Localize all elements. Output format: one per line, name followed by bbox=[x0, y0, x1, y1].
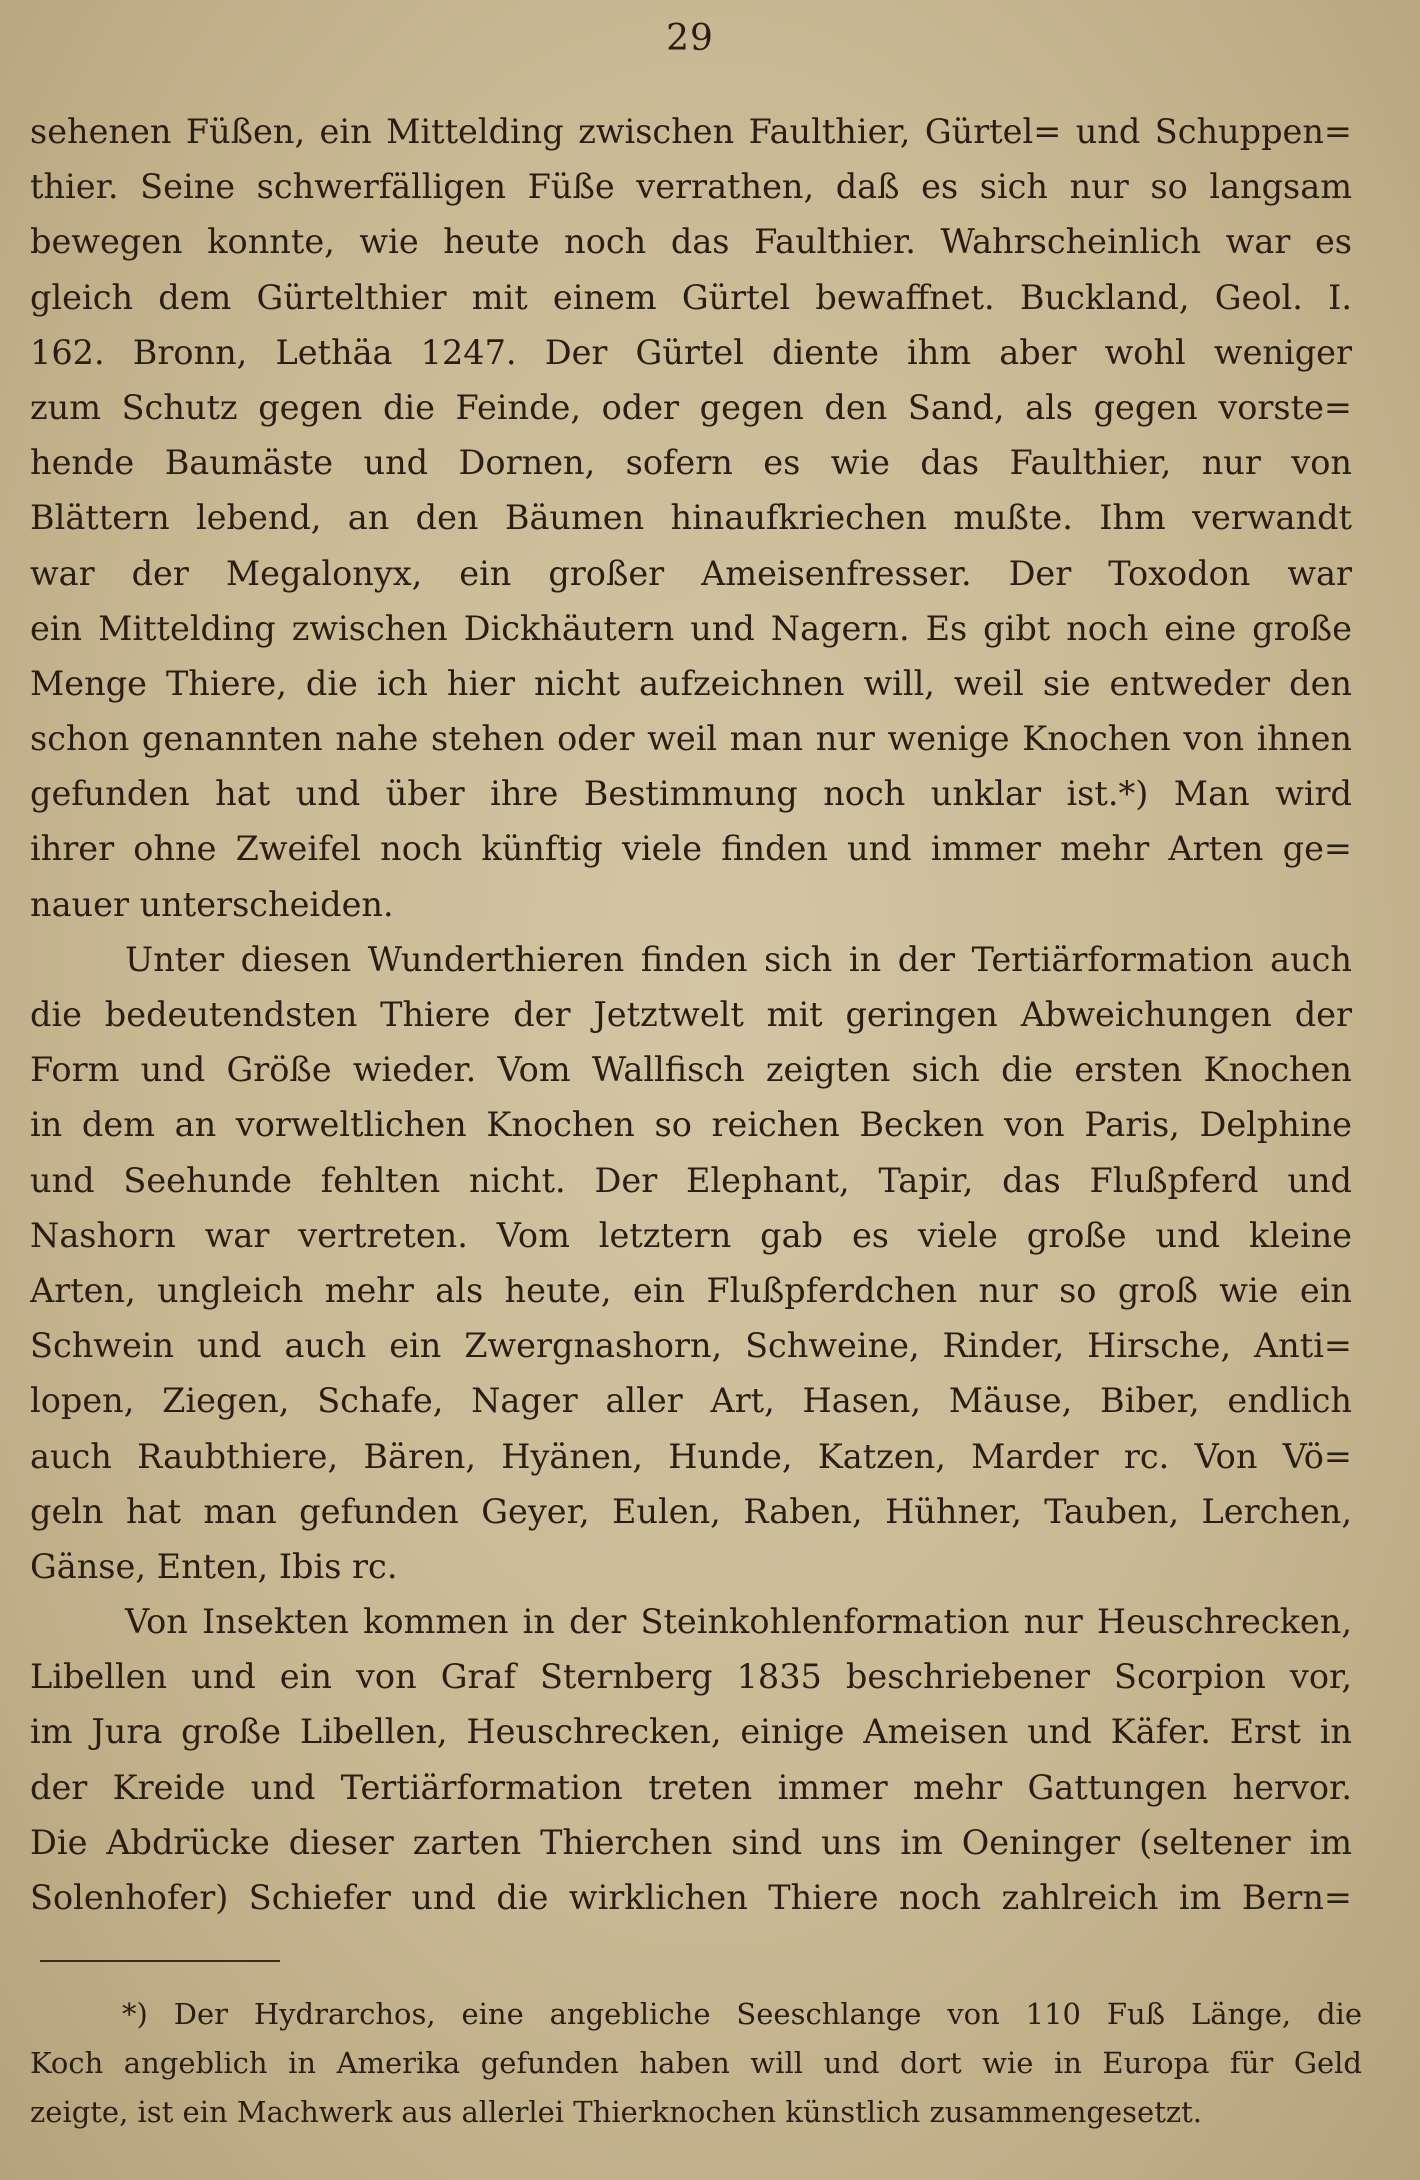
footnote bbox=[30, 1990, 1362, 2137]
text-line: lopen, Ziegen, Schafe, Nager aller Art, Hasen, Mäuse, Biber, endlich bbox=[30, 1381, 1352, 1421]
text-line: bewegen konnte, wie heute noch das Faulthier. Wahrscheinlich war es bbox=[30, 222, 1352, 262]
text-line: in dem an vorweltlichen Knochen so reichen Becken von Paris, Delphine bbox=[30, 1105, 1352, 1145]
text-line: Von Insekten kommen in der Steinkohlenformation nur Heuschrecken, bbox=[125, 1602, 1352, 1642]
text-line: geln hat man gefunden Geyer, Eulen, Raben, Hühner, Tauben, Lerchen, bbox=[30, 1491, 1352, 1531]
text-line: Blättern lebend, an den Bäumen hinaufkriechen mußte. Ihm verwandt bbox=[30, 498, 1352, 538]
page-number: 29 bbox=[666, 18, 714, 59]
text-line: hende Baumäste und Dornen, sofern es wie das Faulthier, nur von bbox=[30, 443, 1352, 483]
text-line: sehenen Füßen, ein Mittelding zwischen Faulthier, Gürtel= und Schuppen= bbox=[30, 112, 1352, 151]
text-line: der Kreide und Tertiärformation treten immer mehr Gattungen hervor. bbox=[30, 1767, 1352, 1807]
text-line: die bedeutendsten Thiere der Jetztwelt mit geringen Abweichungen der bbox=[30, 995, 1352, 1034]
text-line: Nashorn war vertreten. Vom letztern gab es viele große und kleine bbox=[30, 1215, 1352, 1255]
text-line: Die Abdrücke dieser zarten Thierchen sind uns im Oeninger (seltener im bbox=[30, 1822, 1352, 1862]
text-line: nauer unterscheiden. bbox=[30, 884, 394, 924]
text-line: und Seehunde fehlten nicht. Der Elephant, Tapir, das Flußpferd und bbox=[30, 1160, 1352, 1200]
text-line: Form und Größe wieder. Vom Wallfisch zeigten sich die ersten Knochen bbox=[30, 1050, 1352, 1090]
text-line: Gänse, Enten, Ibis rc. bbox=[30, 1546, 398, 1586]
text-line: ihrer ohne Zweifel noch künftig viele finden und immer mehr Arten ge= bbox=[30, 829, 1352, 869]
text-line: im Jura große Libellen, Heuschrecken, einige Ameisen und Käfer. Erst in bbox=[30, 1712, 1352, 1752]
text-line: war der Megalonyx, ein großer Ameisenfresser. Der Toxodon war bbox=[30, 553, 1352, 593]
text-line: gleich dem Gürtelthier mit einem Gürtel bewaffnet. Buckland, Geol. I. bbox=[30, 277, 1352, 317]
text-line: Solenhofer) Schiefer und die wirklichen Thiere noch zahlreich im Bern= bbox=[30, 1878, 1352, 1917]
text-line: thier. Seine schwerfälligen Füße verrathen, daß es sich nur so langsam bbox=[30, 167, 1352, 207]
text-line: schon genannten nahe stehen oder weil man nur wenige Knochen von ihnen bbox=[30, 719, 1352, 759]
text-line: Menge Thiere, die ich hier nicht aufzeichnen will, weil sie entweder den bbox=[30, 663, 1352, 703]
text-line: ein Mittelding zwischen Dickhäutern und Nagern. Es gibt noch eine große bbox=[30, 608, 1352, 648]
text-line: 162. Bronn, Lethäa 1247. Der Gürtel diente ihm aber wohl weniger bbox=[30, 332, 1352, 372]
text-line: Arten, ungleich mehr als heute, ein Flußpferdchen nur so groß wie ein bbox=[30, 1270, 1352, 1310]
text-line: Unter diesen Wunderthieren finden sich in der Tertiärformation auch bbox=[125, 939, 1352, 979]
text-line: zum Schutz gegen die Feinde, oder gegen den Sand, als gegen vorste= bbox=[30, 387, 1352, 427]
paragraph-2 bbox=[30, 932, 1352, 1594]
text-line: Libellen und ein von Graf Sternberg 1835 beschriebener Scorpion vor, bbox=[30, 1657, 1352, 1697]
text-line: Schwein und auch ein Zwergnashorn, Schweine, Rinder, Hirsche, Anti= bbox=[30, 1326, 1352, 1366]
footnote-divider bbox=[40, 1960, 280, 1962]
footnote-line: zeigte, ist ein Machwerk aus allerlei Thierknochen künstlich zusammengesetzt. bbox=[30, 2095, 1202, 2129]
footnote-line: Koch angeblich in Amerika gefunden haben will und dort wie in Europa für Geld bbox=[30, 2046, 1362, 2080]
footnote-line: *) Der Hydrarchos, eine angebliche Seeschlange von 110 Fuß Länge, die bbox=[122, 1997, 1362, 2031]
text-line: auch Raubthiere, Bären, Hyänen, Hunde, Katzen, Marder rc. Von Vö= bbox=[30, 1436, 1352, 1476]
paragraph-3 bbox=[30, 1594, 1352, 1925]
paragraph-1 bbox=[30, 104, 1352, 932]
text-line: gefunden hat und über ihre Bestimmung noch unklar ist.*) Man wird bbox=[30, 774, 1352, 814]
body-text bbox=[30, 104, 1352, 1925]
